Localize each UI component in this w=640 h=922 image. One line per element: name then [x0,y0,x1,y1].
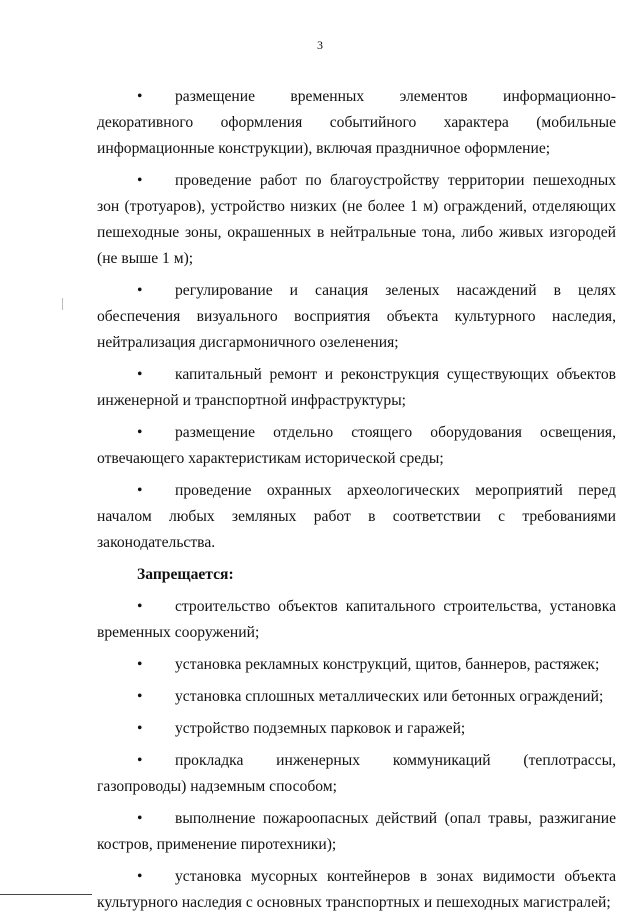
bullet-icon: • [137,282,143,299]
list-item-text: выполнение пожароопасных действий (опал травы, разжигание костров, применение пиротехники); [97,810,616,853]
list-item [97,594,616,646]
margin-mark [62,298,63,310]
list-item [97,278,616,356]
page-number: 3 [317,38,323,52]
allowed-list [97,84,616,556]
footer-rule [0,894,92,895]
list-item-text: размещение отдельно стоящего оборудования освещения, отвечающего характеристикам исторической среды; [97,424,616,467]
list-item [97,716,616,742]
list-item-text: размещение временных элементов информационно-декоративного оформления событийного характера (мобильные информационные конструкции), включая праздничное оформление; [97,88,616,157]
list-item-text: установка мусорных контейнеров в зонах видимости объекта культурного наследия с основных транспортных и пешеходных магистралей; [97,868,616,911]
list-item-text: прокладка инженерных коммуникаций (теплотрассы, газопроводы) надземным способом; [97,752,616,795]
bullet-icon: • [137,656,143,673]
bullet-icon: • [137,88,143,105]
list-item [97,420,616,472]
list-item [97,84,616,162]
list-item-text: установка сплошных металлических или бетонных ограждений; [175,688,604,705]
list-item [97,652,616,678]
bullet-icon: • [137,598,143,615]
list-item-text: строительство объектов капитального строительства, установка временных сооружений; [97,598,616,641]
bullet-icon: • [137,172,143,189]
bullet-icon: • [137,688,143,705]
section-heading-prohibited: Запрещается: [137,566,234,583]
bullet-icon: • [137,366,143,383]
list-item [97,748,616,800]
list-item [97,168,616,272]
bullet-icon: • [137,424,143,441]
bullet-icon: • [137,720,143,737]
list-item-text: устройство подземных парковок и гаражей; [175,720,466,737]
list-item-text: регулирование и санация зеленых насаждений в целях обеспечения визуального восприятия объекта культурного наследия, нейтрализация дисгармоничного озеленения; [97,282,616,351]
list-item-text: капитальный ремонт и реконструкция существующих объектов инженерной и транспортной инфраструктуры; [97,366,616,409]
bullet-icon: • [137,810,143,827]
list-item [97,806,616,858]
list-item-text: проведение работ по благоустройству территории пешеходных зон (тротуаров), устройство низких (не более 1 м) ограждений, отделяющих пешеходные зоны, окрашенных в нейтральные тона, либо живых изгородей (не выше 1 м); [97,172,616,267]
list-item [97,478,616,556]
list-item-text: проведение охранных археологических мероприятий перед началом любых земляных работ в соответствии с требованиями законодательства. [97,482,616,551]
bullet-icon: • [137,752,143,769]
list-item [97,684,616,710]
list-item [97,362,616,414]
prohibited-list [97,594,616,916]
list-item [97,864,616,916]
bullet-icon: • [137,482,143,499]
bullet-icon: • [137,868,143,885]
list-item-text: установка рекламных конструкций, щитов, баннеров, растяжек; [175,656,600,673]
document-body [97,84,616,922]
